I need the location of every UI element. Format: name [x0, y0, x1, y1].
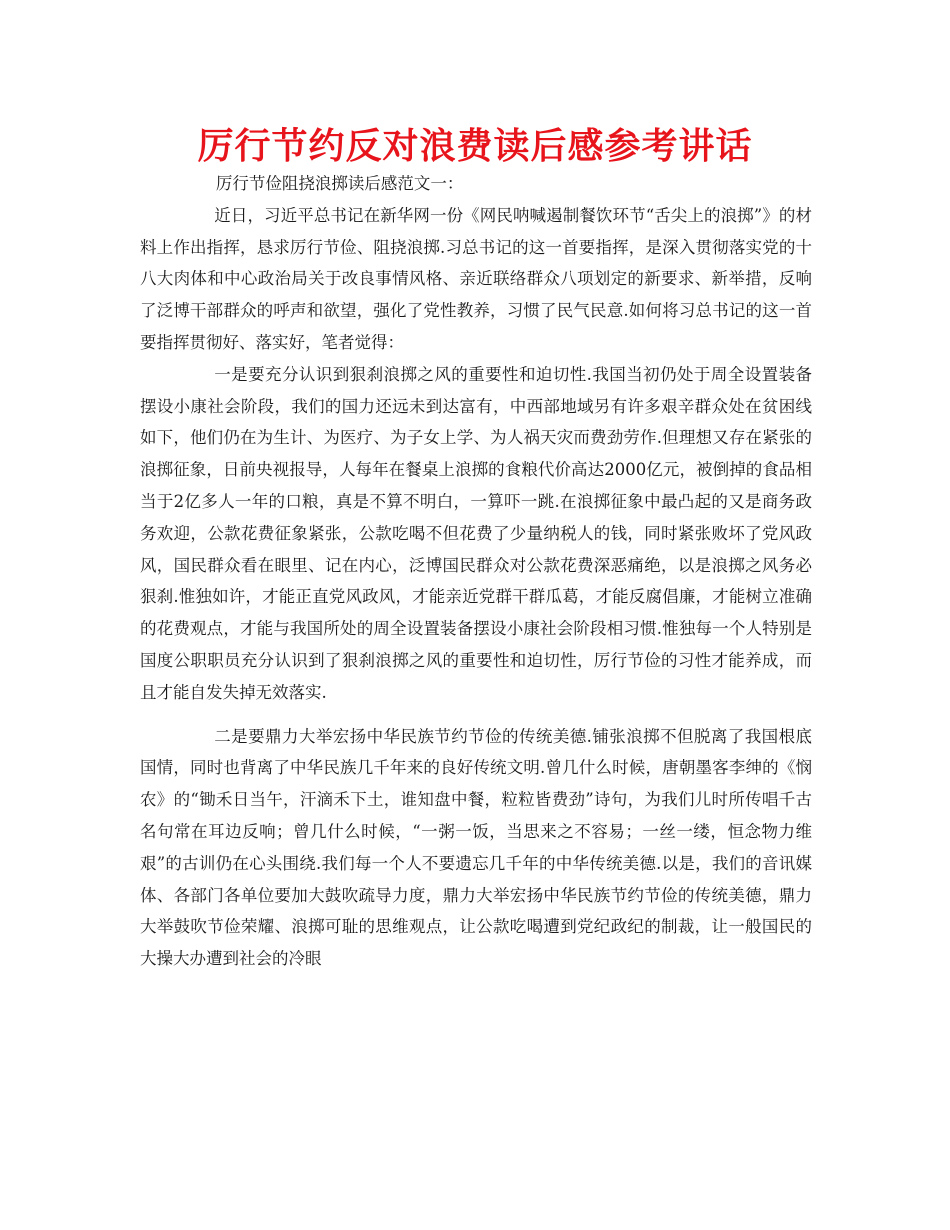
paragraph-point-two: 二是要鼎力大举宏扬中华民族节约节俭的传统美德.铺张浪掷不但脱离了我国根底国情，同时也背离了中华民族几千年来的良好传统文明.曾几什么时候，唐朝墨客李绅的《悯农》的“锄禾日当午，汗滴禾下土，谁知盘中餐，粒粒皆费劲”诗句，为我们儿时所传唱千古名句常在耳边反响；曾几什么时候，“一粥一饭，当思来之不容易；一丝一缕，恒念物力维艰”的古训仍在心头围绕.我们每一个人不要遗忘几千年的中华传统美德.以是，我们的音讯媒体、各部门各单位要加大鼓吹疏导力度，鼎力大举宏扬中华民族节约节俭的传统美德，鼎力大举鼓吹节俭荣耀、浪掷可耻的思维观点，让公款吃喝遭到党纪政纪的制裁，让一般国民的大操大办遭到社会的冷眼: [140, 726, 812, 969]
paragraph-point-one: 一是要充分认识到狠刹浪掷之风的重要性和迫切性.我国当初仍处于周全设置装备摆设小康社会阶段，我们的国力还远未到达富有，中西部地域另有许多艰辛群众处在贫困线如下，他们仍在为生计、为医疗、为子女上学、为人祸天灾而费劲劳作.但理想又存在紧张的浪掷征象，日前央视报导，人每年在餐桌上浪掷的食粮代价高达2000亿元，被倒掉的食品相当于2亿多人一年的口粮，真是不算不明白，一算吓一跳.在浪掷征象中最凸起的又是商务政务欢迎，公款花费征象紧张，公款吃喝不但花费了少量纳税人的钱，同时紧张败坏了党风政风，国民群众看在眼里、记在内心，泛博国民群众对公款花费深恶痛绝，以是浪掷之风务必狠刹.惟独如许，才能正直党风政风，才能亲近党群干群瓜葛，才能反腐倡廉，才能树立准确的花费观点，才能与我国所处的周全设置装备摆设小康社会阶段相习惯.惟独每一个人特别是国度公职职员充分认识到了狠刹浪掷之风的重要性和迫切性，厉行节俭的习性才能养成，而且才能自发失掉无效落实.: [140, 364, 812, 702]
document-title: 厉行节约反对浪费读后感参考讲话: [197, 125, 753, 167]
paragraph-intro: 近日，习近平总书记在新华网一份《网民呐喊遏制餐饮环节“舌尖上的浪掷”》的材料上作出指挥，恳求厉行节俭、阻挠浪掷.习总书记的这一首要指挥，是深入贯彻落实党的十八大肉体和中心政治局关于改良事情风格、亲近联络群众八项划定的新要求、新举措，反响了泛博干部群众的呼声和欲望，强化了党性教养，习惯了民气民意.如何将习总书记的这一首要指挥贯彻好、落实好，笔者觉得：: [140, 205, 812, 352]
document-subtitle: 厉行节俭阻挠浪掷读后感范文一：: [215, 174, 464, 193]
document-body: [140, 168, 812, 975]
